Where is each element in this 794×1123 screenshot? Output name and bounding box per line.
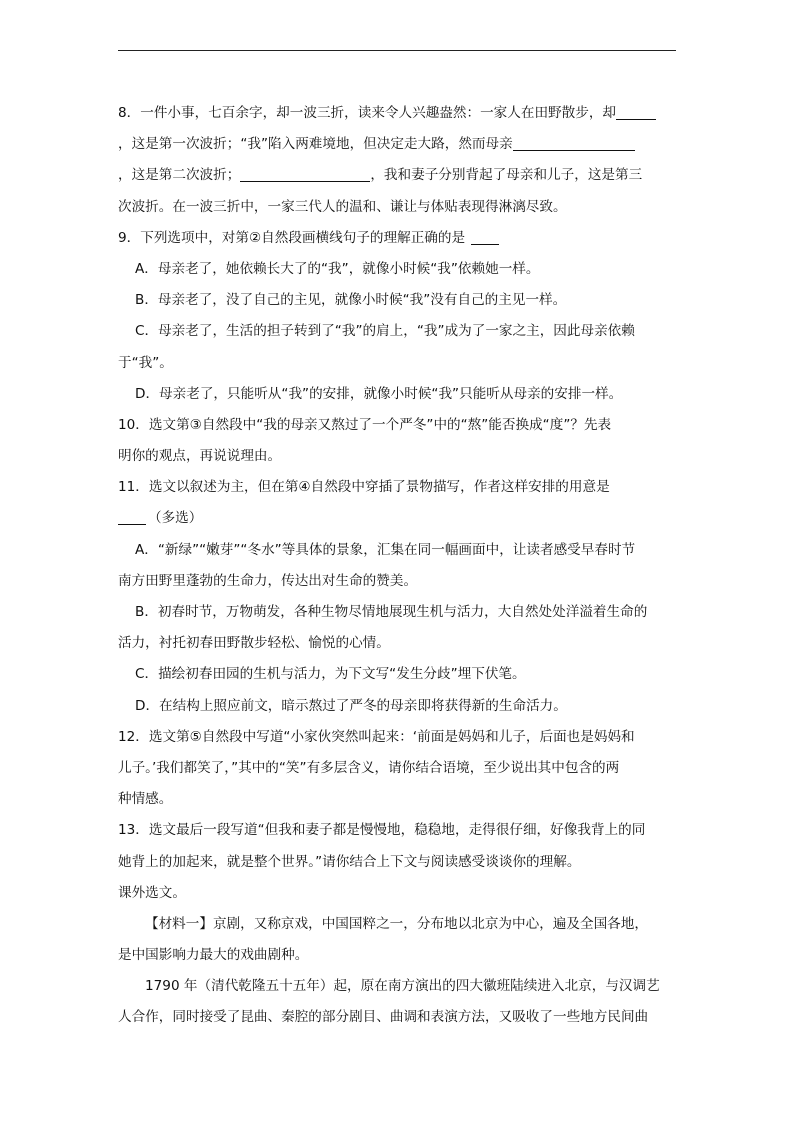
header-rule <box>118 50 676 51</box>
text-line: ，这是第一次波折；“我”陷入两难境地，但决定走大路，然而母亲 <box>118 129 680 160</box>
document-body <box>118 98 680 1034</box>
question-11: 11．选文以叙述为主，但在第④自然段中穿插了景物描写，作者这样安排的用意是 <box>118 479 610 496</box>
text-line: （多选） <box>118 503 680 534</box>
text-line: 种情感。 <box>118 791 173 808</box>
section-heading: 课外选文。 <box>118 884 186 901</box>
text-line: 8．一件小事，七百余字，却一波三折，读来令人兴趣盎然：一家人在田野散步，却 <box>118 98 680 129</box>
text-line: 南方田野里蓬勃的生命力，传达出对生命的赞美。 <box>118 572 418 589</box>
option-a: A．母亲老了，她依赖长大了的“我”，就像小时候“我”依赖她一样。 <box>135 260 540 277</box>
text-line: 于“我”。 <box>118 354 173 371</box>
option-b: B．初春时节，万物萌发，各种生物尽情地展现生机与活力，大自然处处洋溢着生命的 <box>135 604 648 620</box>
text-line: 是中国影响力最大的戏曲剧种。 <box>118 947 309 964</box>
option-b: B．母亲老了，没了自己的主见，就像小时候“我”没有自己的主见一样。 <box>135 292 567 309</box>
material-paragraph: 【材料一】京剧，又称京戏，中国国粹之一，分布地以北京为中心，遍及全国各地， <box>145 915 648 932</box>
question-9: 9．下列选项中，对第②自然段画横线句子的理解正确的是 <box>118 223 680 254</box>
option-c: C．描绘初春田园的生机与活力，为下文写“发生分歧”埋下伏笔。 <box>135 666 526 683</box>
option-a: A．“新绿”“嫩芽”“冬水”等具体的景象，汇集在同一幅画面中，让读者感受早春时节 <box>135 541 636 558</box>
answer-blank[interactable] <box>616 101 656 120</box>
text-line: 她背上的加起来，就是整个世界。”请你结合上下文与阅读感受谈谈你的理解。 <box>118 853 581 870</box>
question-10: 10．选文第③自然段中“我的母亲又熬过了一个严冬”中的“熬”能否换成“度”？先表 <box>118 416 612 433</box>
text-line: 人合作，同时接受了昆曲、秦腔的部分剧目、曲调和表演方法，又吸收了一些地方民间曲 <box>118 1009 649 1026</box>
question-12: 12．选文第⑤自然段中写道“小家伙突然叫起来：‘前面是妈妈和儿子，后面也是妈妈和 <box>118 728 635 745</box>
answer-blank[interactable] <box>471 226 499 245</box>
text-line: 次波折。在一波三折中，一家三代人的温和、谦让与体贴表现得淋漓尽致。 <box>118 198 567 215</box>
text-line: 儿子。’我们都笑了，”其中的“笑”有多层含义，请你结合语境，至少说出其中包含的两 <box>118 759 620 776</box>
option-c: C．母亲老了，生活的担子转到了“我”的肩上，“我”成为了一家之主，因此母亲依赖 <box>135 323 635 340</box>
text-line: ，这是第二次波折； ，我和妻子分别背起了母亲和儿子，这是第三 <box>118 160 680 191</box>
text-line: 明你的观点，再说说理由。 <box>118 448 282 465</box>
question-13: 13．选文最后一段写道“但我和妻子都是慢慢地，稳稳地，走得很仔细，好像我背上的同 <box>118 822 646 839</box>
text-line: 活力，衬托初春田野散步轻松、愉悦的心情。 <box>118 635 390 652</box>
answer-blank[interactable] <box>118 506 146 525</box>
option-d: D．在结构上照应前文，暗示熬过了严冬的母亲即将获得新的生命活力。 <box>135 697 567 714</box>
answer-blank[interactable] <box>240 163 370 182</box>
answer-blank[interactable] <box>513 132 635 151</box>
option-d: D．母亲老了，只能听从“我”的安排，就像小时候“我”只能听从母亲的安排一样。 <box>135 385 623 402</box>
material-paragraph: 1790 年（清代乾隆五十五年）起，原在南方演出的四大徽班陆续进入北京，与汉调艺 <box>145 978 660 995</box>
